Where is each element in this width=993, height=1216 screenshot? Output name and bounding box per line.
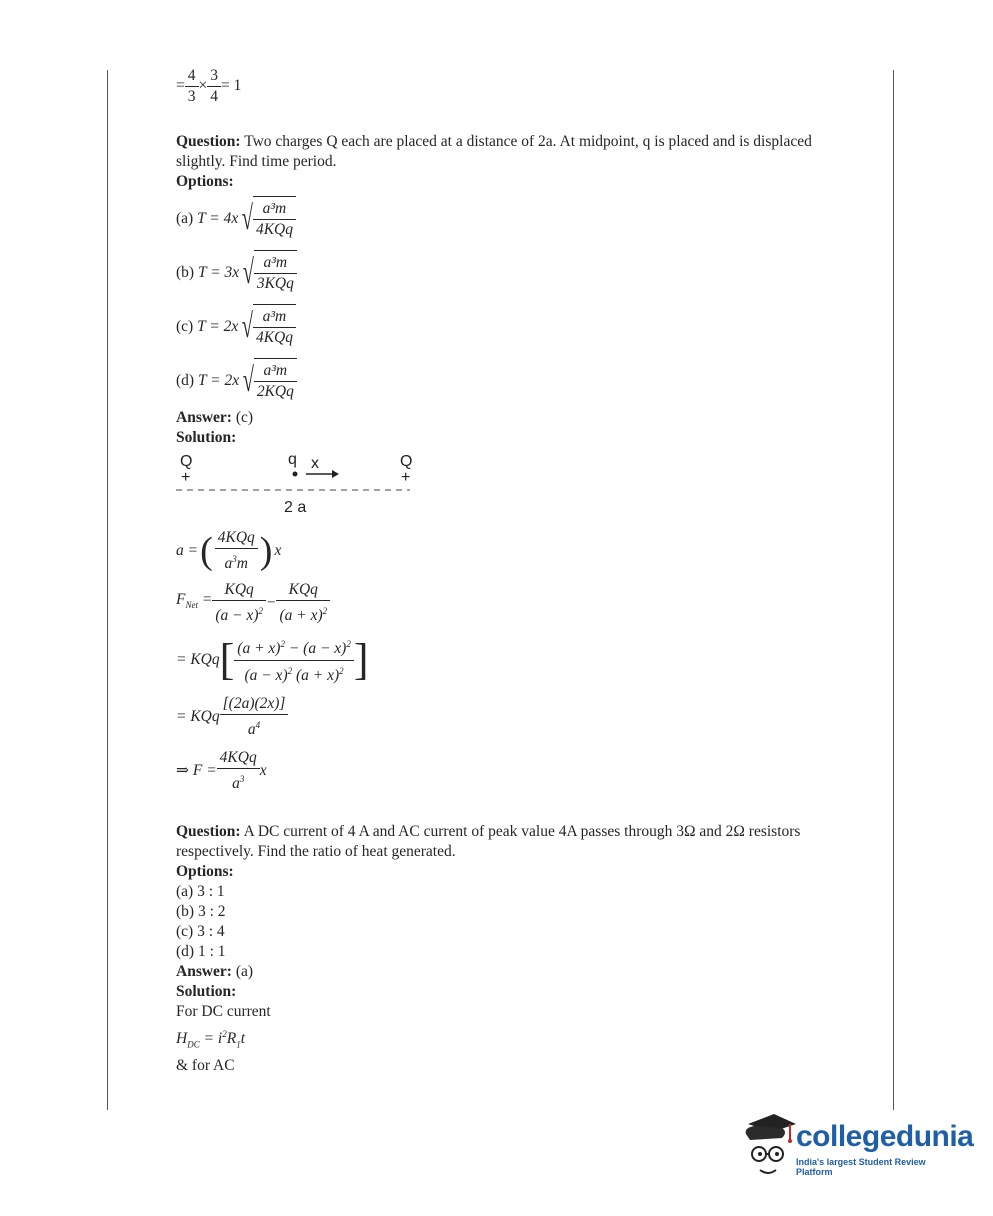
options-label: Options: [176,173,234,190]
question-2 [176,822,836,862]
question-text: Two charges Q each are placed at a distance of 2a. At midpoint, q is placed and is displaced slightly. Find time period. [176,133,812,170]
solution-label: Solution: [176,983,237,1000]
option-c: (c) 3 : 4 [176,923,225,940]
collegedunia-logo [738,1110,974,1180]
charge-diagram [176,452,836,520]
option-c: (c) T = 2x √ $\frac{\text{a³m}}{\text{4KQq}}$ [176,300,836,354]
answer-label: Answer: [176,409,232,426]
option-b: (b) 3 : 2 [176,903,226,920]
logo-tagline: India's largest Student Review Platform [796,1157,926,1177]
question-label: Question: [176,133,241,150]
question-1 [176,132,836,172]
option-d: (d) 1 : 1 [176,943,226,960]
arrow-head [332,470,339,478]
document-body [176,68,836,1076]
answer-value: (a) [235,963,254,980]
option-list [176,192,836,408]
solution-label: Solution: [176,429,237,446]
question-text: A DC current of 4 A and AC current of peak value 4A passes through 3Ω and 2Ω resistors respectively. Find the ratio of heat generated. [176,823,801,860]
options-label: Options: [176,863,234,880]
charge-diagram-svg [176,452,416,520]
question-label: Question: [176,823,241,840]
left-margin-rule [107,70,108,1110]
option-a: (a) T = 4x √ $\frac{\text{a³m}}{\text{4KQq}}$ [176,192,836,246]
heat-dc-equation: $H_{DC} = i^2R_1t$ [176,1029,246,1050]
displacement-label: x [311,455,319,472]
solution-line-2: & for AC [176,1057,235,1075]
left-sign: + [181,469,191,486]
answer-value: (c) [235,409,254,426]
option-d: (d) T = 2x √ $\frac{\text{a³m}}{\text{2KQq}}$ [176,354,836,408]
top-equation: = $\frac{4}{3}$ × $\frac{3}{4}$ = 1 [176,66,242,105]
right-sign: + [401,469,411,486]
option-b: (b) T = 3x √ $\frac{\text{a³m}}{\text{3KQq}}$ [176,246,836,300]
distance-label: 2 a [284,499,307,516]
solution-line-1: For DC current [176,1003,271,1020]
answer-label: Answer: [176,963,232,980]
mid-charge: q [288,452,297,468]
logo-wordmark: collegedunia [796,1120,974,1153]
left-charge: Q [180,453,193,470]
right-margin-rule [893,70,894,1110]
right-charge: Q [400,453,413,470]
solution-equations: a = ( $\frac{\text{4KQq}}{a^3m}$ ) x $F_{Net}$ = $\frac{\text{KQq}}{(a - x)^2}$ − $\frac{\text{KQq}}{(a + x)^2}$ = KQq [ $\frac{(a + x)^2 - (a - x)^2}{(a - x)^2 (a + x)^2}$ ] = KQq $\frac{[(2a)(2x)]}{a^4}$ ⇒ F = $\frac{\text{4KQq}}{a^3}$ x [176,528,369,793]
mid-charge-dot [293,472,298,477]
mascot-icon [738,1110,798,1180]
option-a: (a) 3 : 1 [176,883,225,900]
